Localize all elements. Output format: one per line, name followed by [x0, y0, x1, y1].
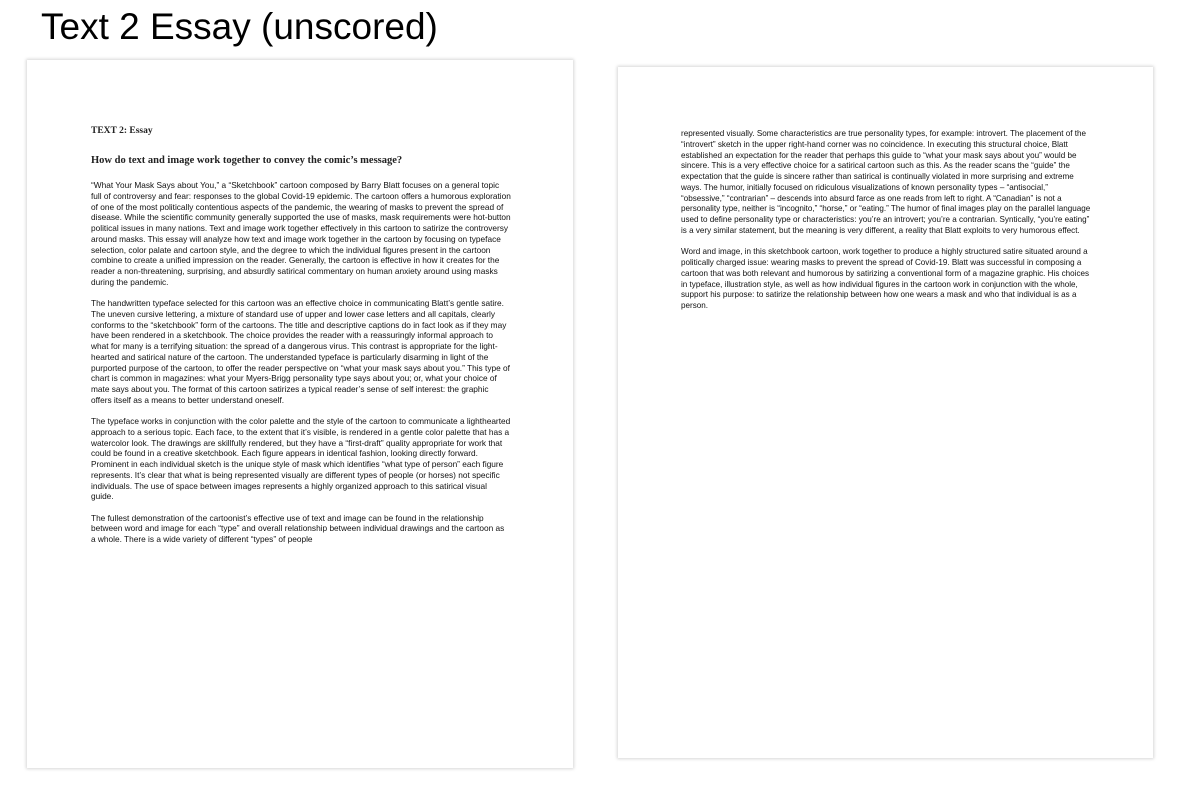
- essay-paragraph: represented visually. Some characteristics are true personality types, for example: introvert. The placement of the “introvert” sketch in the upper right-hand corner was no coincidence. In executing this structural choice, Blatt established an expectation for the reader that perhaps this guide to “what your mask says about you” would be sincere. This is a very effective choice for a satirical cartoon such as this. As the reader scans the “guide” the expectation that the guide is sincere rather than satirical is continually violated in more surprising and extreme ways. The humor, initially focused on ridiculous visualizations of known personality types – “antisocial,” “obsessive,” “contrarian” – descends into absurd farce as one reads from left to right. A “Canadian” is not a personality type, neither is “incognito,” “horse,” or “eating.” The humor of final images play on the parallel language used to define personality type or characteristics: you’re an introvert; you’re a contrarian. Syntically, “you’re eating” is a very similar statement, but the meaning is very different, a reality that Blatt exploits to very humorous effect.: [681, 129, 1091, 235]
- essay-question: How do text and image work together to convey the comic’s message?: [91, 155, 403, 166]
- essay-page-1: [27, 60, 573, 768]
- essay-paragraph: Word and image, in this sketchbook cartoon, work together to produce a highly structured satire situated around a politically charged issue: wearing masks to prevent the spread of Covid-19. Blatt was successful in composing a cartoon that was both relevant and humorous by satirizing a conventional form of a magazine graphic. His choices in typeface, illustration style, as well as how individual figures in the cartoon work in conjunction with the whole, support his purpose: to satirize the relationship between how one wears a mask and who that individual is as a person.: [681, 247, 1090, 310]
- essay-paragraph: The fullest demonstration of the cartoonist’s effective use of text and image can be found in the relationship between word and image for each “type” and overall relationship between individual drawings and the cartoon as a whole. There is a wide variety of different “types” of people: [91, 512, 505, 544]
- essay-paragraph: The typeface works in conjunction with the color palette and the style of the cartoon to communicate a lighthearted approach to a serious topic. Each face, to the extent that it’s visible, is rendered in a gentle color palette that has a watercolor look. The drawings are skillfully rendered, but they have a “first-draft” quality appropriate for work that could be found in a creative sketchbook. Each figure appears in identical fashion, looking directly forward. Prominent in each individual sketch is the unique style of mask which identifies “what type of person” each figure represents. It’s clear that what is being represented visually are different types of people (or horses) not specific individuals. The use of space between images represents a highly organized approach to this satirical visual guide.: [91, 416, 511, 502]
- essay-paragraph: “What Your Mask Says about You,” a “Sketchbook” cartoon composed by Barry Blatt focuses on a general topic full of controversy and fear: responses to the global Covid-19 epidemic. The cartoon offers a humorous exploration of one of the most politically contentious aspects of the pandemic, the wearing of masks to prevent the spread of disease. While the scientific community generally supported the use of masks, mask requirements were hot-button political issues in many nations. Text and image work together effectively in this cartoon to satirize the controversy around masks. This essay will analyze how text and image work together in the cartoon by focusing on typeface selection, color palate and cartoon style, and the degree to which the individual figures present in the cartoon combine to create a unified impression on the reader. Generally, the cartoon is effective in how it creates for the reader a non-threatening, surprising, and absurdly satirical commentary on human anxiety around using masks during the pandemic.: [91, 180, 511, 287]
- essay-page-2: [618, 67, 1153, 758]
- page-heading: Text 2 Essay (unscored): [41, 6, 438, 47]
- essay-paragraph: The handwritten typeface selected for this cartoon was an effective choice in communicating Blatt’s gentle satire. The uneven cursive lettering, a mixture of standard use of upper and lower case letters and all capitals, clearly conforms to the “sketchbook” form of the cartoons. The title and descriptive captions do in fact look as if they may have been rendered in a sketchbook. The choice provides the reader with a reassuringly informal approach to what for many is a terrifying situation: the spread of a dangerous virus. This contrast is appropriate for the light-hearted and satirical nature of the cartoon. The understanded typeface is particularly disarming in light of the purported purpose of the cartoon, to offer the reader perspective on “what your mask says about you.” This type of chart is common in magazines: what your Myers-Brigg personality type says about you; or, what your choice of mate says about you. The format of this cartoon satirizes a typical reader’s sense of self interest: the graphic offers itself as a means to better understand oneself.: [91, 298, 510, 405]
- essay-section-label: TEXT 2: Essay: [91, 126, 153, 136]
